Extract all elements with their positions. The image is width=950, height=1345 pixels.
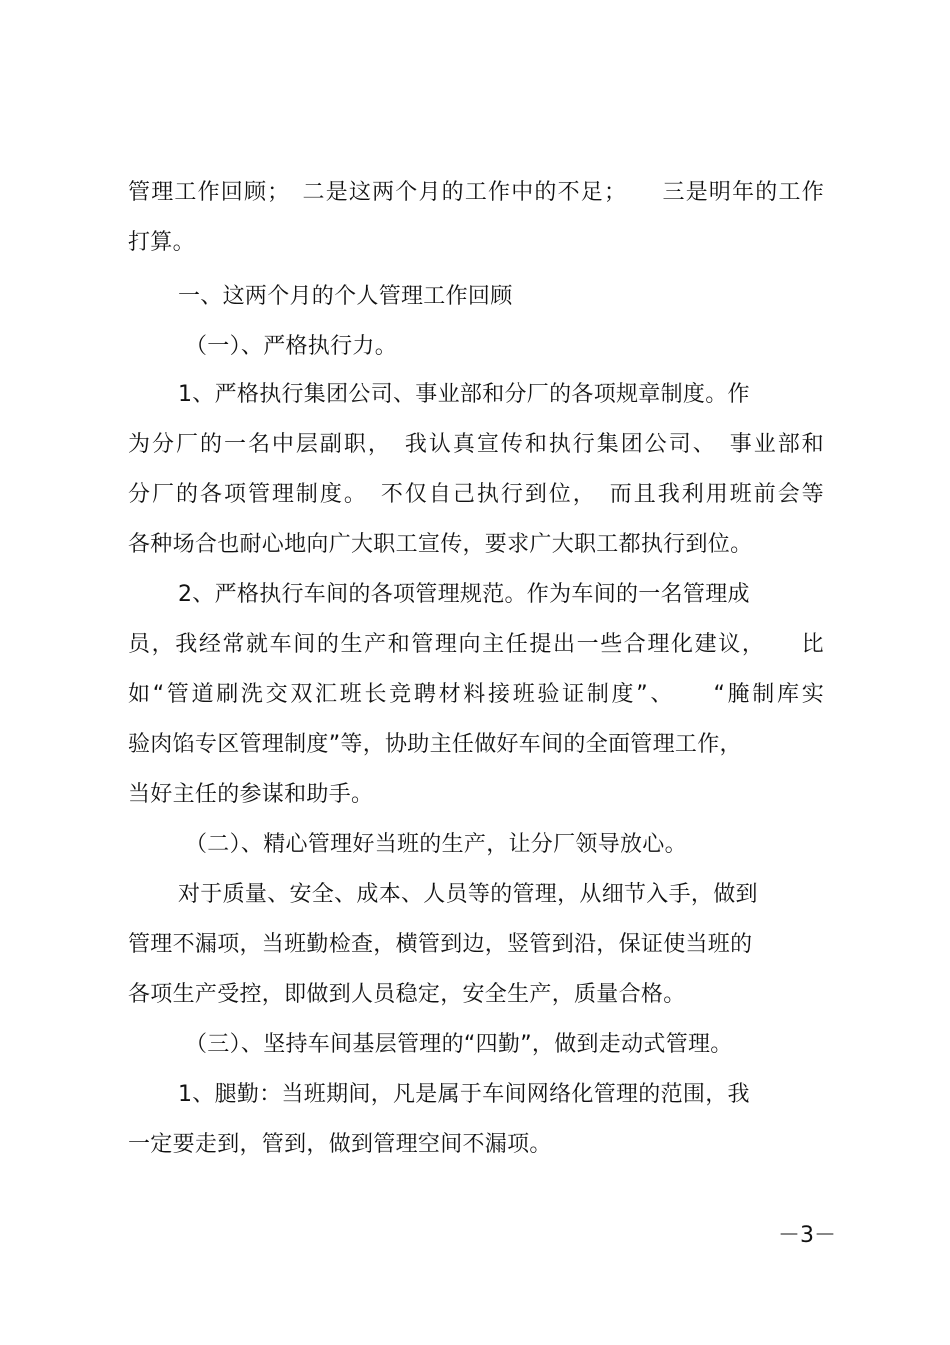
paragraph-line: 为分厂的一名中层副职， 我认真宣传和执行集团公司、 事业部和 — [128, 432, 824, 457]
paragraph-line: 1、严格执行集团公司、事业部和分厂的各项规章制度。作 — [178, 382, 750, 407]
paragraph-line: 打算。 — [128, 230, 195, 255]
subsection-heading: （一）、严格执行力。 — [185, 334, 398, 359]
paragraph-line: 分厂的各项管理制度。 不仅自己执行到位， 而且我利用班前会等 — [128, 482, 824, 507]
paragraph-line: 管理不漏项，当班勤检查，横管到边，竖管到沿，保证使当班的 — [128, 932, 753, 957]
paragraph-line: 各种场合也耐心地向广大职工宣传，要求广大职工都执行到位。 — [128, 532, 753, 557]
paragraph-line: 1、腿勤：当班期间，凡是属于车间网络化管理的范围，我 — [178, 1082, 750, 1107]
paragraph-line: 2、严格执行车间的各项管理规范。作为车间的一名管理成 — [178, 582, 750, 607]
paragraph-line: 对于质量、安全、成本、人员等的管理，从细节入手，做到 — [178, 882, 758, 907]
section-heading: 一、这两个月的个人管理工作回顾 — [178, 284, 513, 309]
subsection-heading: （三）、坚持车间基层管理的“四勤”，做到走动式管理。 — [185, 1032, 733, 1057]
paragraph-line: 员，我经常就车间的生产和管理向主任提出一些合理化建议， 比 — [128, 632, 824, 657]
paragraph-line: 一定要走到，管到，做到管理空间不漏项。 — [128, 1132, 552, 1157]
paragraph-line: 验肉馅专区管理制度”等，协助主任做好车间的全面管理工作， — [128, 732, 742, 757]
paragraph-line: 管理工作回顾； 二是这两个月的工作中的不足； 三是明年的工作 — [128, 180, 824, 205]
paragraph-line: 当好主任的参谋和助手。 — [128, 782, 374, 807]
paragraph-line: 各项生产受控，即做到人员稳定，安全生产，质量合格。 — [128, 982, 686, 1007]
subsection-heading: （二）、精心管理好当班的生产，让分厂领导放心。 — [185, 832, 687, 857]
paragraph-line: 如“管道刷洗交双汇班长竞聘材料接班验证制度”、 “腌制库实 — [128, 682, 824, 707]
page-number: －3－ — [778, 1223, 836, 1248]
